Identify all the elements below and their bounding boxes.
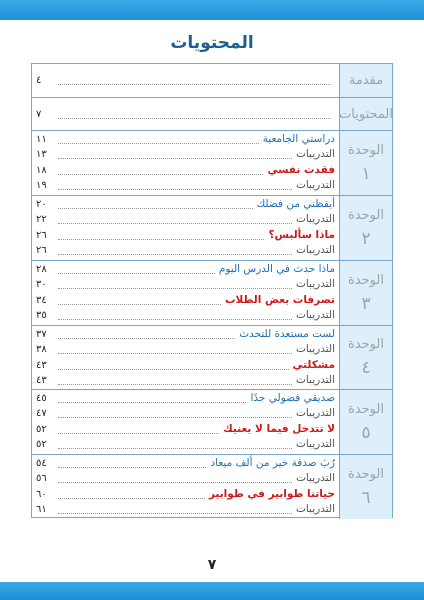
dot-leader [58, 338, 235, 339]
dot-leader [58, 467, 206, 468]
top-color-band [0, 0, 424, 20]
dot-leader [58, 223, 292, 224]
dot-leader [58, 402, 246, 403]
unit-label: الوحدة [348, 401, 384, 417]
toc-unit-3 [32, 260, 392, 325]
page-number-cell: ٥٢ [36, 439, 47, 450]
dot-leader [58, 319, 292, 320]
lesson-title: لا تتدخل فيما لا يعنيك [223, 423, 335, 435]
toc-unit-6 [32, 454, 392, 519]
unit-label: الوحدة [348, 142, 384, 158]
lesson-title: دراستي الجامعية [262, 133, 335, 145]
page-number-cell: ٣٨ [36, 344, 47, 355]
dot-leader [58, 448, 292, 449]
exercises-title: التدريبات [295, 503, 335, 515]
exercises-title: التدريبات [295, 244, 335, 256]
page-number-cell: ٢٠ [36, 199, 47, 210]
dot-leader [58, 208, 253, 209]
dot-leader [58, 482, 292, 483]
page-number-cell: ٤٥ [36, 393, 47, 404]
toc-row[interactable] [36, 242, 335, 259]
dot-leader [58, 384, 292, 385]
lesson-title: ماذا حدث في الدرس اليوم [218, 263, 335, 275]
toc-row[interactable] [36, 405, 335, 422]
dot-leader [58, 433, 219, 434]
page-number-cell: ٥٤ [36, 458, 47, 469]
toc-row[interactable] [36, 211, 335, 228]
dot-leader [58, 158, 292, 159]
dot-leader [58, 174, 263, 175]
page-number-cell: ٥٢ [36, 424, 47, 435]
unit-number: ٦ [361, 487, 371, 508]
dot-leader [58, 189, 292, 190]
intro-label: مقدمة [348, 73, 384, 88]
dot-leader [58, 304, 221, 305]
unit-label: الوحدة [348, 207, 384, 223]
toc-unit-1 [32, 130, 392, 195]
side-label-intro [339, 64, 392, 97]
toc-section-contents [32, 97, 392, 130]
page-number-cell: ٦١ [36, 504, 47, 515]
page-number-cell: ٣٥ [36, 310, 47, 321]
toc-row[interactable] [36, 501, 335, 518]
lesson-title: لست مستعدة للتحدث [239, 328, 335, 340]
lesson-title: مشكلتي [292, 359, 335, 371]
page-number-cell: ١٣ [36, 149, 47, 160]
unit-side-label [339, 455, 392, 519]
exercises-title: التدريبات [295, 148, 335, 160]
toc-row[interactable] [36, 276, 335, 293]
exercises-title: التدريبات [295, 438, 335, 450]
unit-side-label [339, 261, 392, 325]
unit-label: الوحدة [348, 337, 384, 352]
bottom-color-band [0, 582, 424, 600]
page-number-cell: ٢٦ [36, 230, 47, 241]
page-number-cell: ٢٨ [36, 264, 47, 275]
unit-number: ٣ [361, 293, 371, 314]
lesson-title: ماذا سألبس؟ [268, 229, 335, 241]
dot-leader [58, 353, 292, 354]
dot-leader [58, 118, 331, 119]
unit-number: ٥ [361, 422, 371, 443]
exercises-title: التدريبات [295, 213, 335, 225]
dot-leader [58, 84, 331, 85]
page-number-cell: ٤٧ [36, 408, 47, 419]
exercises-title: التدريبات [295, 278, 335, 290]
page-number-cell: ٤٣ [36, 375, 47, 386]
exercises-title: التدريبات [295, 407, 335, 419]
lesson-title: رُبَ صدفة خير من ألف ميعاد [210, 457, 335, 469]
side-label-contents [339, 98, 392, 130]
toc-row[interactable] [36, 307, 335, 324]
page-number-cell: ١١ [36, 134, 47, 145]
lesson-title: فقدت نفسي [267, 164, 335, 176]
page-number-cell: ٤٣ [36, 360, 47, 371]
toc-row[interactable] [36, 341, 335, 358]
toc-row[interactable] [36, 436, 335, 453]
page-number-cell: ٦٠ [36, 489, 47, 500]
page-number-cell: ٢٢ [36, 214, 47, 225]
toc-row[interactable] [36, 470, 335, 487]
toc-row[interactable] [36, 146, 335, 163]
exercises-title: التدريبات [295, 309, 335, 321]
page-number-cell: ٤ [36, 75, 42, 86]
contents-label: المحتويات [339, 106, 393, 122]
unit-label: الوحدة [348, 272, 384, 288]
lesson-title: حياتنا طوابير في طوابير [208, 488, 335, 500]
dot-leader [58, 513, 292, 514]
page-number-cell: ٧ [36, 109, 42, 120]
dot-leader [58, 143, 259, 144]
page-number-cell: ٣٧ [36, 329, 47, 340]
unit-number: ١ [361, 163, 371, 184]
dot-leader [58, 288, 292, 289]
dot-leader [58, 239, 264, 240]
dot-leader [58, 498, 205, 499]
toc-section-intro [32, 64, 392, 97]
page-number-cell: ١٩ [36, 180, 47, 191]
toc-unit-2 [32, 195, 392, 260]
unit-side-label [339, 326, 392, 389]
page-number-cell: ١٨ [36, 165, 47, 176]
toc-row-intro[interactable] [36, 72, 335, 89]
dot-leader [58, 369, 289, 370]
toc-unit-5 [32, 389, 392, 454]
dot-leader [58, 254, 292, 255]
toc-row[interactable] [36, 372, 335, 389]
toc-row[interactable] [36, 177, 335, 194]
lesson-title: تصرفات بعض الطلاب [225, 294, 335, 306]
exercises-title: التدريبات [295, 343, 335, 355]
unit-side-label [339, 390, 392, 454]
unit-side-label [339, 196, 392, 260]
page-number-cell: ٥٦ [36, 473, 47, 484]
page-number-cell: ٢٦ [36, 245, 47, 256]
exercises-title: التدريبات [295, 179, 335, 191]
dot-leader [58, 417, 292, 418]
page-title: المحتويات [170, 33, 254, 53]
unit-side-label [339, 131, 392, 195]
dot-leader [58, 273, 215, 274]
toc-row-contents[interactable] [36, 106, 335, 123]
lesson-title: أيقظني من فضلك [256, 198, 335, 210]
page-number: ٧ [207, 557, 217, 573]
toc-unit-4 [32, 325, 392, 389]
unit-number: ٤ [361, 358, 371, 378]
unit-label: الوحدة [348, 466, 384, 482]
lesson-title: صديقي فضولي جدًا [250, 392, 335, 404]
exercises-title: التدريبات [295, 472, 335, 484]
page-number-cell: ٣٤ [36, 295, 47, 306]
table-of-contents [31, 63, 393, 518]
page-number-cell: ٣٠ [36, 279, 47, 290]
exercises-title: التدريبات [295, 374, 335, 386]
unit-number: ٢ [361, 228, 371, 249]
